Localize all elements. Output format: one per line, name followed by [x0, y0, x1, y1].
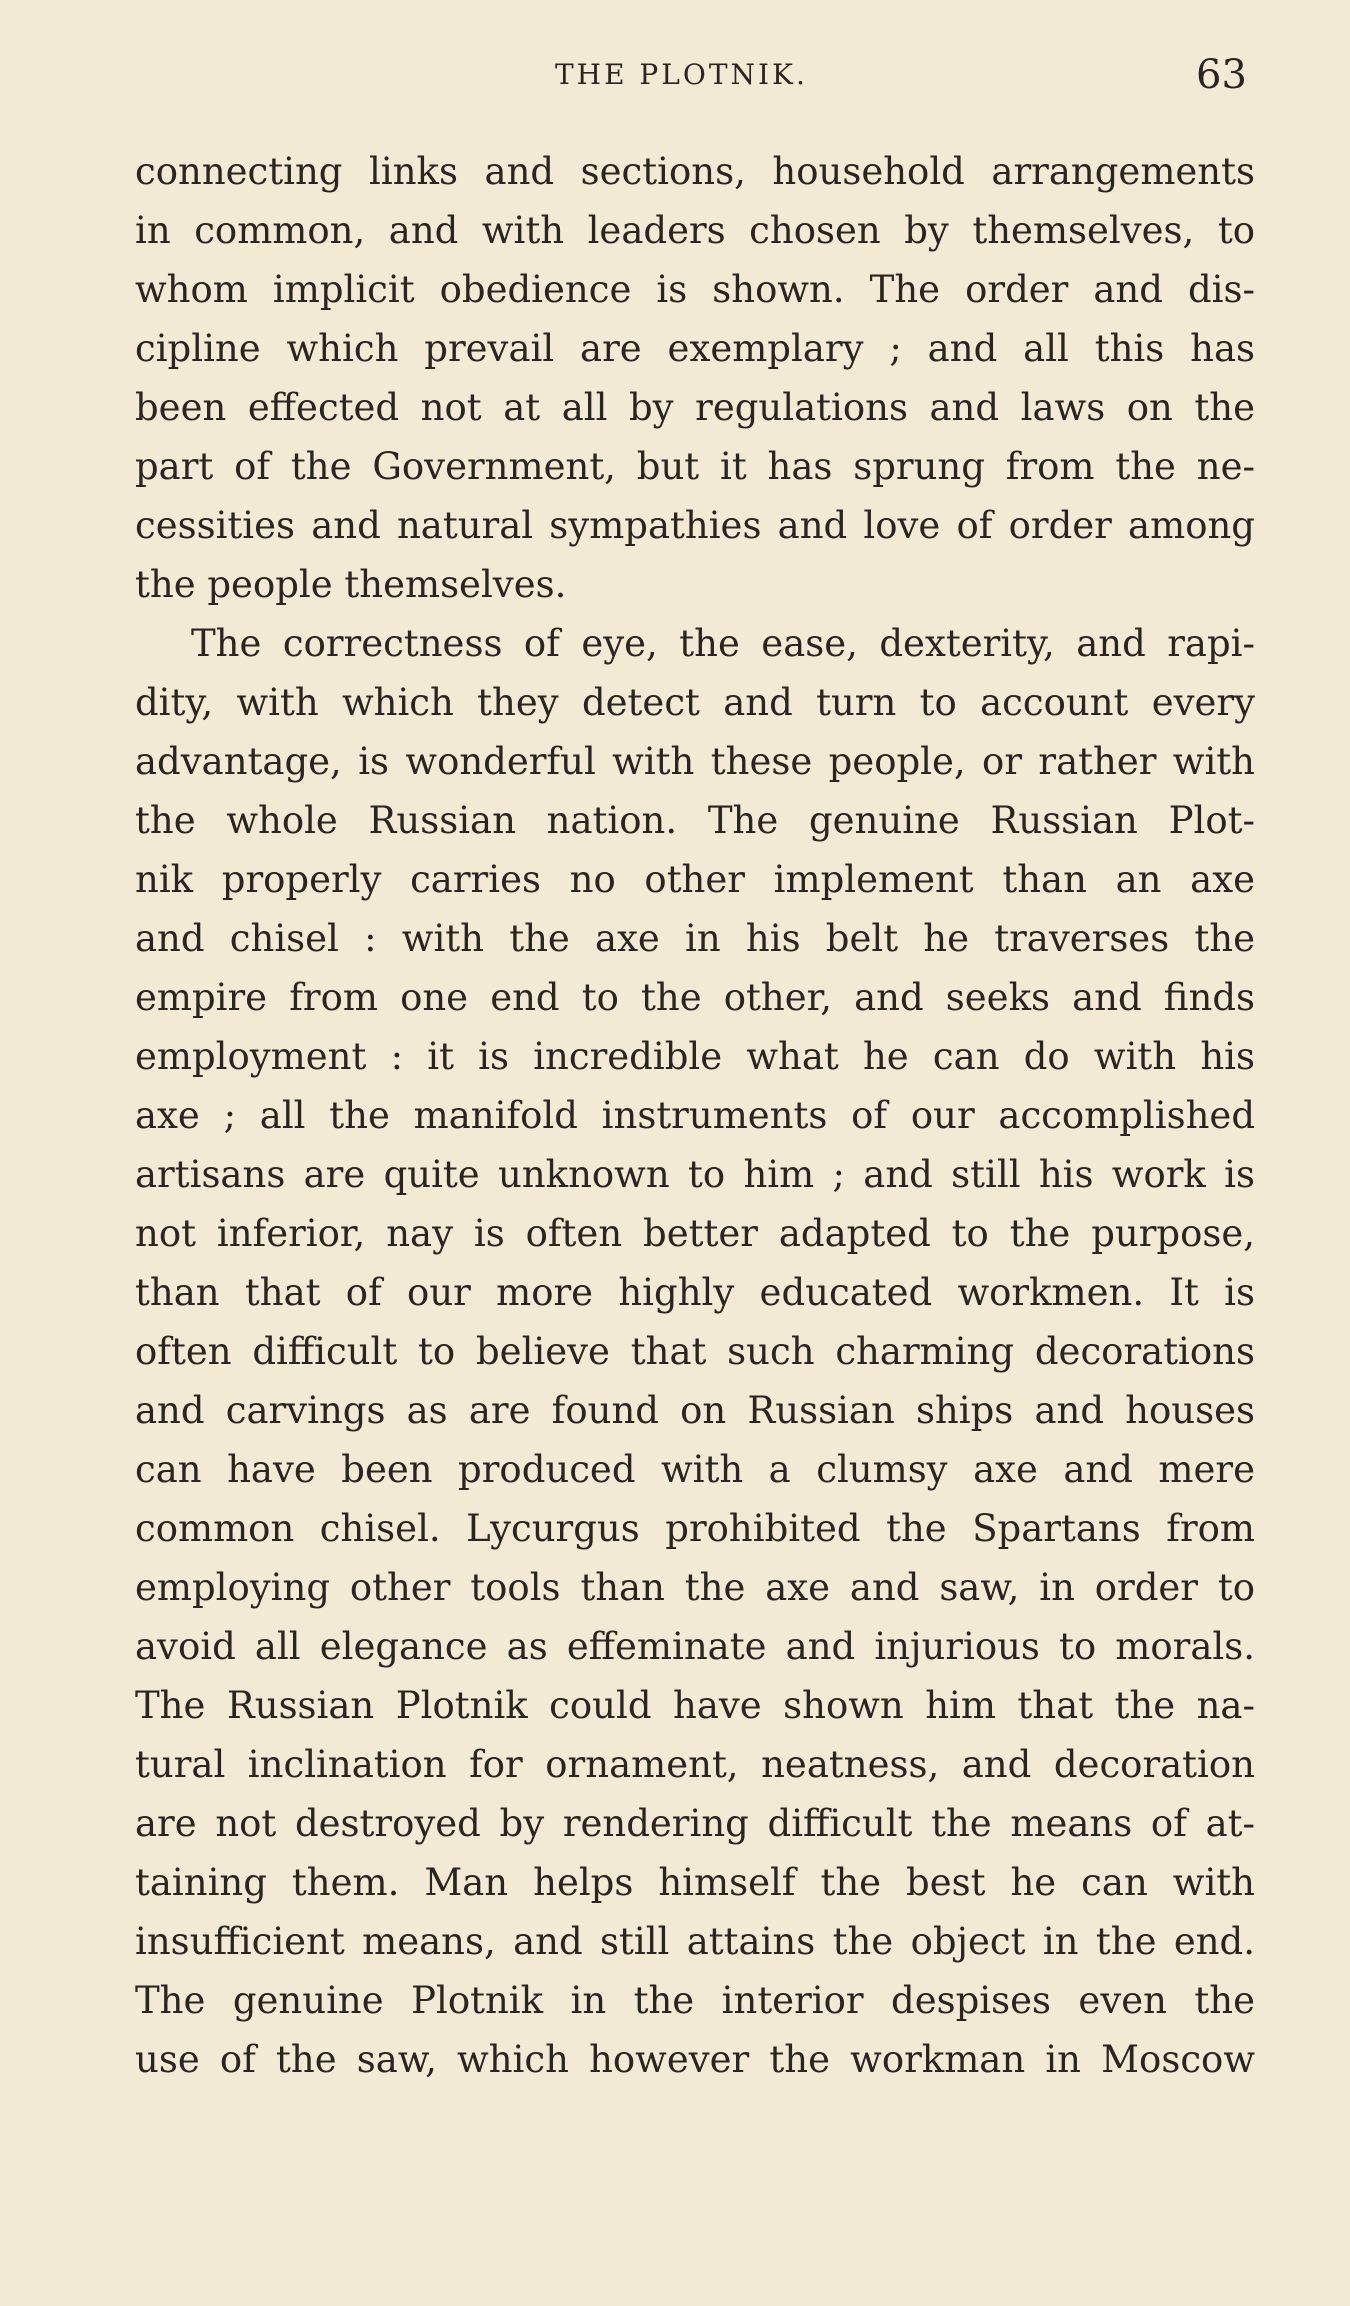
- text-line: axe ; all the manifold instruments of our accomplished: [135, 1094, 1255, 1137]
- text-line: and carvings as are found on Russian ships and houses: [135, 1389, 1255, 1432]
- text-line: the whole Russian nation. The genuine Russian Plot-: [135, 799, 1255, 842]
- text-line: cessities and natural sympathies and love of order among: [135, 504, 1255, 547]
- text-line: and chisel : with the axe in his belt he traverses the: [135, 917, 1255, 960]
- text-line: employment : it is incredible what he can do with his: [135, 1035, 1255, 1078]
- text-line: in common, and with leaders chosen by themselves, to: [135, 209, 1255, 252]
- text-line: tural inclination for ornament, neatness, and decoration: [135, 1743, 1255, 1786]
- text-line: employing other tools than the axe and saw, in order to: [135, 1566, 1255, 1609]
- running-title: THE PLOTNIK.: [555, 58, 808, 91]
- text-line: the people themselves.: [135, 563, 567, 606]
- text-line: often difficult to believe that such charming decorations: [135, 1330, 1255, 1373]
- text-line: can have been produced with a clumsy axe and mere: [135, 1448, 1255, 1491]
- text-line: taining them. Man helps himself the best he can with: [135, 1861, 1255, 1904]
- text-line: been effected not at all by regulations and laws on the: [135, 386, 1255, 429]
- text-line: artisans are quite unknown to him ; and still his work is: [135, 1153, 1255, 1196]
- text-line: than that of our more highly educated workmen. It is: [135, 1271, 1255, 1314]
- text-line: cipline which prevail are exemplary ; and all this has: [135, 327, 1255, 370]
- text-line: advantage, is wonderful with these people, or rather with: [135, 740, 1255, 783]
- text-line: use of the saw, which however the workman in Moscow: [135, 2038, 1255, 2081]
- text-line: empire from one end to the other, and seeks and finds: [135, 976, 1255, 1019]
- text-line: are not destroyed by rendering difficult the means of at-: [135, 1802, 1255, 1845]
- text-line: The Russian Plotnik could have shown him that the na-: [135, 1684, 1255, 1727]
- text-line: insufficient means, and still attains the object in the end.: [135, 1920, 1255, 1963]
- text-line: avoid all elegance as effeminate and injurious to morals.: [135, 1625, 1255, 1668]
- body-text: [135, 142, 1255, 2089]
- text-line: common chisel. Lycurgus prohibited the Spartans from: [135, 1507, 1255, 1550]
- text-line: nik properly carries no other implement than an axe: [135, 858, 1255, 901]
- text-line: part of the Government, but it has sprung from the ne-: [135, 445, 1255, 488]
- text-line: not inferior, nay is often better adapted to the purpose,: [135, 1212, 1255, 1255]
- text-line: The genuine Plotnik in the interior despises even the: [135, 1979, 1255, 2022]
- page-number: 63: [1196, 52, 1247, 98]
- text-line: The correctness of eye, the ease, dexterity, and rapi-: [191, 622, 1255, 665]
- text-line: whom implicit obedience is shown. The order and dis-: [135, 268, 1255, 311]
- text-line: dity, with which they detect and turn to account every: [135, 681, 1255, 724]
- page-header: [0, 52, 1350, 102]
- text-line: connecting links and sections, household arrangements: [135, 150, 1255, 193]
